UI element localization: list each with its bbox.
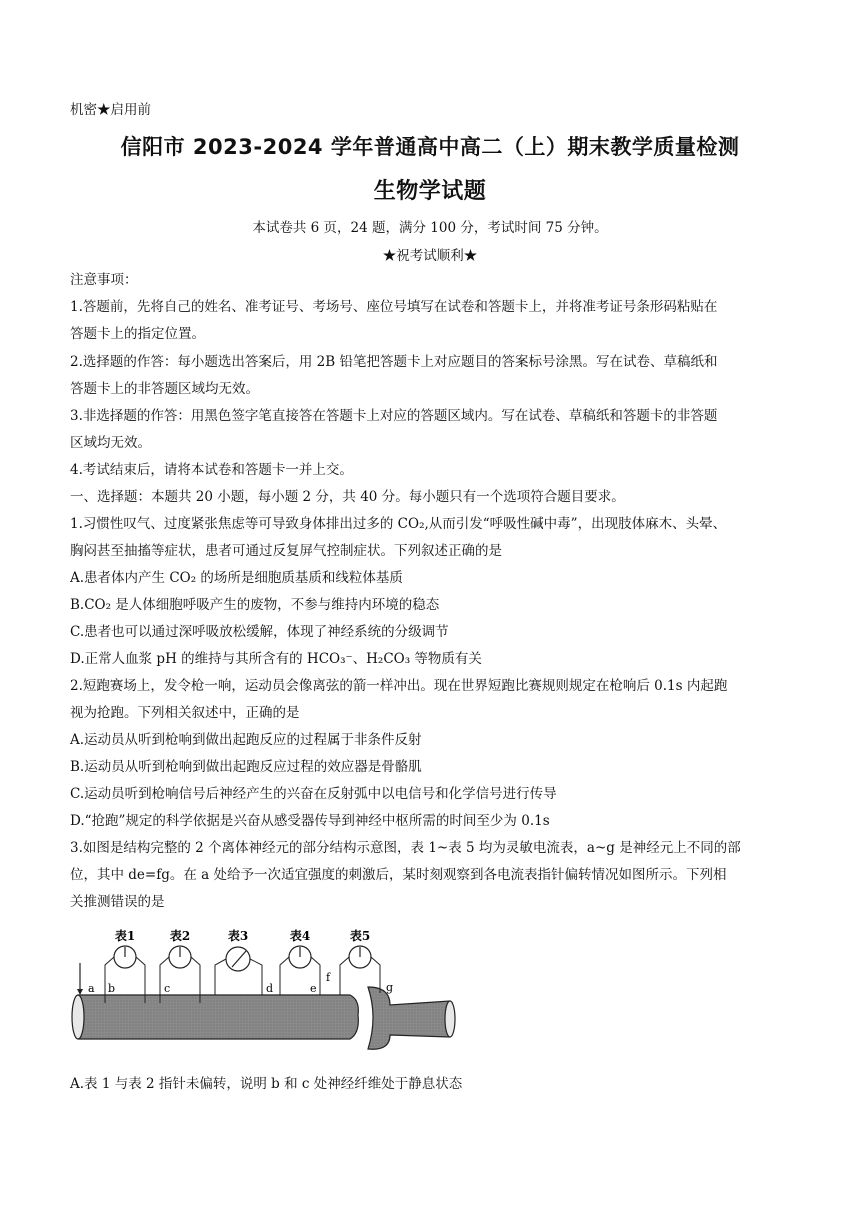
notes-heading: 注意事项：	[70, 272, 138, 288]
q3-option-a: A.表 1 与表 2 指针未偏转，说明 b 和 c 处神经纤维处于静息状态	[70, 1076, 463, 1092]
q1-stem: 胸闷甚至抽搐等症状，患者可通过反复屏气控制症状。下列叙述正确的是	[70, 543, 502, 559]
secret-label: 机密★启用前	[70, 102, 151, 118]
q1-stem: 1.习惯性叹气、过度紧张焦虑等可导致身体排出过多的 CO₂,从而引发“呼吸性碱中毒”，出现肢体麻木、头晕、	[70, 516, 727, 532]
notes-item: 区域均无效。	[70, 435, 151, 451]
q2-stem: 视为抢跑。下列相关叙述中，正确的是	[70, 705, 300, 721]
notes-item: 3.非选择题的作答：用黑色签字笔直接答在答题卡上对应的答题区域内。写在试卷、草稿纸和答题卡的非答题	[70, 408, 718, 424]
point-label: g	[386, 981, 394, 994]
q3-stem: 3.如图是结构完整的 2 个离体神经元的部分结构示意图，表 1~表 5 均为灵敏电流表，a~g 是神经元上不同的部	[70, 840, 741, 856]
exam-info: 本试卷共 6 页，24 题，满分 100 分，考试时间 75 分钟。	[252, 220, 608, 236]
notes-item: 1.答题前，先将自己的姓名、准考证号、考场号、座位号填写在试卷和答题卡上，并将准考证号条形码粘贴在	[70, 299, 718, 315]
point-label: f	[326, 971, 331, 984]
meter-1-label: 表1	[114, 929, 136, 943]
q1-option-d: D.正常人血浆 pH 的维持与其所含有的 HCO₃⁻、H₂CO₃ 等物质有关	[70, 651, 482, 667]
meter-5-label: 表5	[349, 929, 371, 943]
section-heading: 一、选择题：本题共 20 小题，每小题 2 分，共 40 分。每小题只有一个选项符合题目要求。	[70, 489, 625, 505]
point-label: e	[310, 982, 317, 995]
exam-subtitle: 生物学试题	[373, 179, 487, 204]
meter-2-label: 表2	[169, 929, 191, 943]
point-label: d	[266, 982, 274, 995]
point-label: b	[108, 982, 116, 995]
q2-option-d: D.“抢跑”规定的科学依据是兴奋从感受器传导到神经中枢所需的时间至少为 0.1s	[70, 813, 550, 829]
neuron-diagram	[60, 925, 460, 1065]
q1-option-c: C.患者也可以通过深呼吸放松缓解，体现了神经系统的分级调节	[70, 624, 449, 640]
neuron-2	[368, 987, 455, 1049]
notes-item: 答题卡上的指定位置。	[70, 326, 205, 342]
q1-option-a: A.患者体内产生 CO₂ 的场所是细胞质基质和线粒体基质	[70, 570, 403, 586]
q2-option-a: A.运动员从听到枪响到做出起跑反应的过程属于非条件反射	[70, 732, 422, 748]
q2-option-c: C.运动员听到枪响信号后神经产生的兴奋在反射弧中以电信号和化学信号进行传导	[70, 786, 557, 802]
notes-item: 2.选择题的作答：每小题选出答案后，用 2B 铅笔把答题卡上对应题目的答案标号涂黑。写在试卷、草稿纸和	[70, 354, 718, 370]
notes-item: 4.考试结束后，请将本试卷和答题卡一并上交。	[70, 462, 353, 478]
q2-option-b: B.运动员从听到枪响到做出起跑反应过程的效应器是骨骼肌	[70, 759, 422, 775]
point-label: c	[164, 982, 171, 995]
exam-title: 信阳市 2023-2024 学年普通高中高二（上）期末教学质量检测	[120, 135, 740, 159]
meter-4-label: 表4	[289, 929, 311, 943]
q1-option-b: B.CO₂ 是人体细胞呼吸产生的废物，不参与维持内环境的稳态	[70, 597, 440, 613]
exam-wish: ★祝考试顺利★	[382, 248, 478, 264]
neuron-1	[72, 995, 358, 1039]
q3-stem: 位，其中 de=fg。在 a 处给予一次适宜强度的刺激后，某时刻观察到各电流表指针偏转情况如图所示。下列相	[70, 867, 727, 883]
point-label: a	[88, 982, 95, 995]
q2-stem: 2.短跑赛场上，发令枪一响，运动员会像离弦的箭一样冲出。现在世界短跑比赛规则规定在枪响后 0.1s 内起跑	[70, 678, 728, 694]
meter-3-label: 表3	[227, 929, 249, 943]
q3-stem: 关推测错误的是	[70, 894, 165, 910]
notes-item: 答题卡上的非答题区域均无效。	[70, 381, 259, 397]
meter-3	[215, 947, 262, 995]
